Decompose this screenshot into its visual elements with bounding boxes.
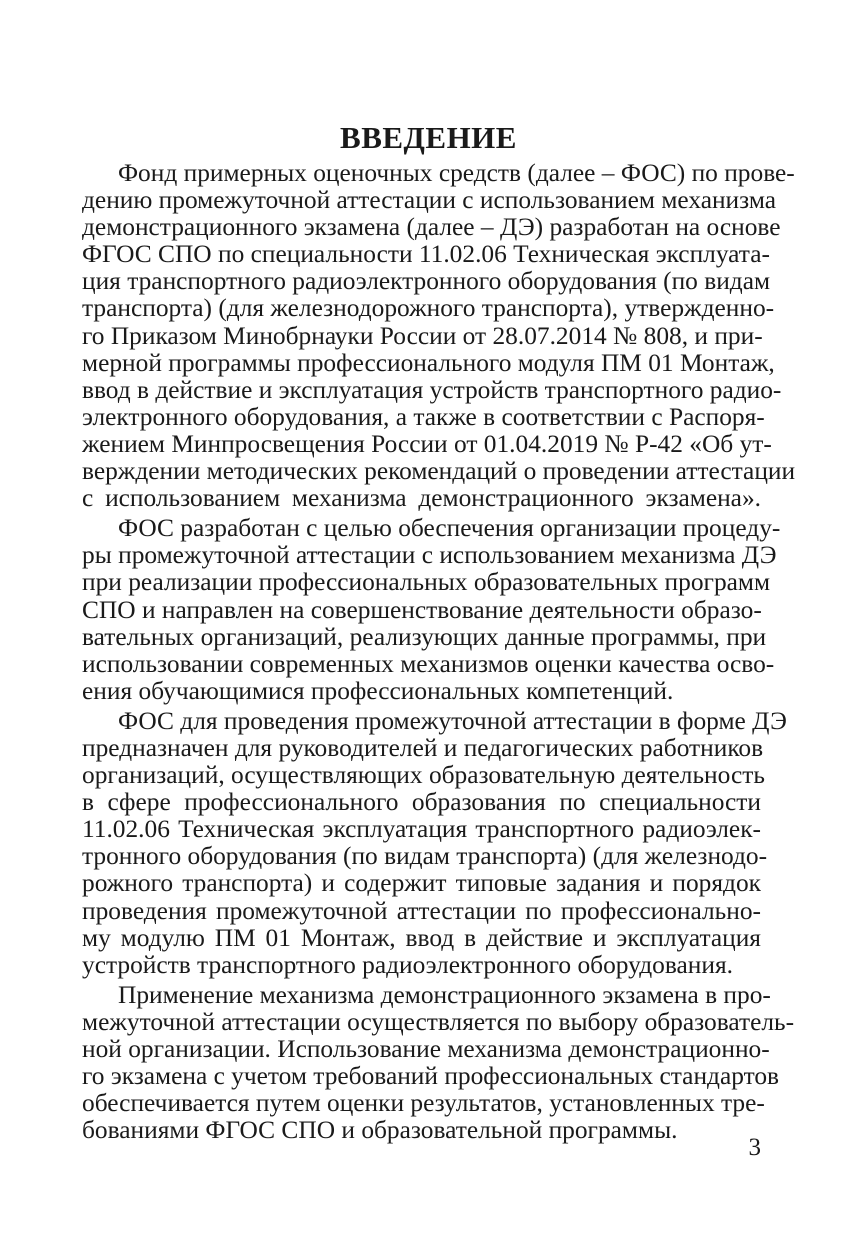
text-line: использовании современных механизмов оценки качества осво- — [82, 649, 775, 678]
text-line: при реализации профессиональных образовательных программ — [82, 568, 771, 597]
text-line: устройств транспортного радиоэлектронного оборудования. — [82, 950, 733, 979]
text-line: обеспечивается путем оценки результатов, установленных тре- — [82, 1089, 765, 1118]
text-line: жением Минпросвещения России от 01.04.2019 № Р-42 «Об ут- — [82, 429, 772, 458]
text-line: предназначен для руководителей и педагогических работников — [82, 733, 764, 762]
text-line: с использованием механизма демонстрационного экзамена». — [82, 484, 761, 513]
paragraph — [82, 980, 795, 1145]
text-line: транспорта) (для железнодорожного транспорта), утвержденно- — [82, 294, 775, 323]
text-line: 11.02.06 Техническая эксплуатация транспортного радиоэлек- — [82, 815, 761, 844]
paragraph — [82, 159, 796, 513]
page-number: 3 — [748, 1134, 761, 1161]
document-body — [82, 159, 796, 1145]
text-line: ФОС разработан с целью обеспечения организации процеду- — [118, 514, 781, 543]
text-line: дению промежуточной аттестации с использованием механизма — [82, 186, 776, 215]
text-line: ция транспортного радиоэлектронного оборудования (по видам — [82, 267, 771, 296]
text-line: мерной программы профессионального модуля ПМ 01 Монтаж, — [82, 348, 775, 377]
text-line: вательных организаций, реализующих данные программы, при — [82, 622, 767, 651]
text-line: электронного оборудования, а также в соответствии с Распоря- — [82, 402, 765, 431]
text-line: ввод в действие и эксплуатация устройств транспортного радио- — [82, 375, 782, 404]
text-line: ной организации. Использование механизма демонстрационно- — [82, 1035, 770, 1063]
text-line: го экзамена с учетом требований профессиональных стандартов — [82, 1062, 780, 1091]
text-line: межуточной аттестации осуществляется по выбору образователь- — [82, 1007, 795, 1036]
text-line: рожного транспорта) и содержит типовые задания и порядок — [82, 869, 761, 898]
paragraph — [82, 706, 787, 979]
text-line: демонстрационного экзамена (далее – ДЭ) разработан на основе — [82, 213, 781, 242]
page-title: ВВЕДЕНИЕ — [340, 119, 517, 155]
text-line: ФГОС СПО по специальности 11.02.06 Техническая эксплуата- — [82, 240, 770, 269]
text-line: верждении методических рекомендаций о проведении аттестации — [82, 457, 796, 486]
text-line: му модулю ПМ 01 Монтаж, ввод в действие и эксплуатация — [82, 923, 761, 952]
text-line: бованиями ФГОС СПО и образовательной программы. — [82, 1116, 678, 1145]
text-line: проведения промежуточной аттестации по профессионально- — [82, 896, 761, 925]
text-line: СПО и направлен на совершенствование деятельности образо- — [82, 595, 762, 624]
text-line: ения обучающимися профессиональных компетенций. — [82, 676, 674, 705]
text-line: Фонд примерных оценочных средств (далее – ФОС) по прове- — [118, 159, 795, 187]
text-line: Применение механизма демонстрационного экзамена в про- — [118, 980, 771, 1009]
text-line: тронного оборудования (по видам транспорта) (для железнодо- — [82, 842, 768, 871]
text-line: ры промежуточной аттестации с использованием механизма ДЭ — [82, 541, 777, 570]
text-line: в сфере профессионального образования по специальности — [82, 788, 761, 817]
paragraph — [82, 514, 781, 705]
text-line: го Приказом Минобрнауки России от 28.07.2014 № 808, и при- — [82, 321, 763, 350]
text-line: ФОС для проведения промежуточной аттестации в форме ДЭ — [118, 706, 787, 735]
text-line: организаций, осуществляющих образовательную деятельность — [82, 761, 765, 790]
